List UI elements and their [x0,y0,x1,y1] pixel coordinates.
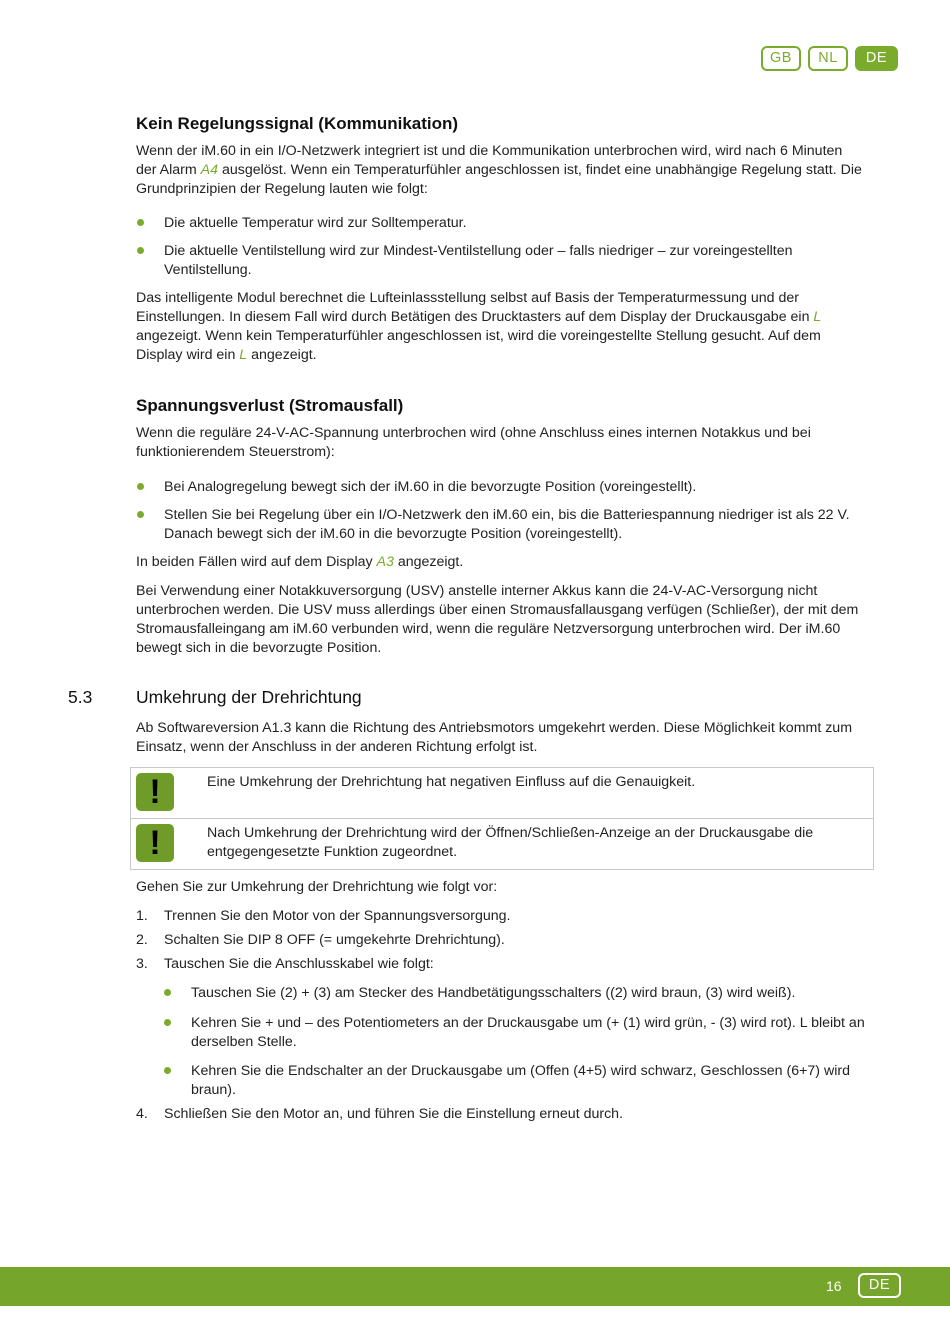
step-item: 3. Tauschen Sie die Anschlusskabel wie folgt: [136,956,434,972]
bullet-icon [164,989,171,996]
lang-tab-gb[interactable]: GB [761,46,801,71]
bullet-icon [137,511,144,518]
bullet-icon [137,483,144,490]
display-code-l: L [813,309,822,325]
paragraph-kein-intro: Wenn der iM.60 in ein I/O-Netzwerk integriert ist und die Kommunikation unterbrochen wird, wird nach 6 Minuten der Alarm A4 ausgelöst. Wenn ein Temperaturfühler angeschlossen ist, findet eine unabhängige Regelung statt. Die Grundprinzipien der Regelung lauten wie folgt: [136,143,862,197]
heading-spannungsverlust: Spannungsverlust (Stromausfall) [136,396,404,415]
paragraph-steps-intro: Gehen Sie zur Umkehrung der Drehrichtung wie folgt vor: [136,879,498,895]
lang-tab-de[interactable]: DE [855,46,898,71]
notice-table [130,767,874,870]
paragraph-53-intro: Ab Softwareversion A1.3 kann die Richtung des Antriebsmotors umgekehrt werden. Diese Möglichkeit kommt zum Einsatz, wenn der Anschluss in der anderen Richtung erfolgt ist. [136,720,853,755]
bullet-icon [164,1067,171,1074]
list-item: Bei Analogregelung bewegt sich der iM.60 in die bevorzugte Position (voreingestellt). [136,478,866,497]
section-title: Umkehrung der Drehrichtung [136,687,362,707]
footer-lang-badge: DE [858,1273,901,1298]
warning-icon: ! [136,824,174,862]
notice-row [131,768,873,818]
footer-bar [0,1267,950,1306]
paragraph-spannung-usv: Bei Verwendung einer Notakkuversorgung (USV) anstelle interner Akkus kann die 24-V-AC-Versorgung nicht unterbrochen werden. Die USV muss allerdings über einen Stromausfallausgang verfügen (Schließer), der mit dem Stromausfalleingang am iM.60 verbunden wird, wenn die reguläre Netzversorgung unterbrochen wird. Der iM.60 bewegt sich in die bevorzugte Position. [136,583,859,656]
notice-row [131,818,873,869]
paragraph-kein-body: Das intelligente Modul berechnet die Lufteinlassstellung selbst auf Basis der Temperaturmessung und der Einstellungen. In diesem Fall wird durch Betätigen des Drucktasters auf dem Display der Druckausgabe ein L angezeigt. Wenn kein Temperaturfühler angeschlossen ist, wird die voreingestellte Stellung gesucht. Auf dem Display wird ein L angezeigt. [136,290,822,363]
section-number: 5.3 [68,687,93,707]
notice-text: Eine Umkehrung der Drehrichtung hat negativen Einfluss auf die Genauigkeit. [207,774,696,790]
list-item: Stellen Sie bei Regelung über ein I/O-Netzwerk den iM.60 ein, bis die Batteriespannung niedriger ist als 22 V. Danach bewegt sich der iM.60 in die bevorzugte Position (voreingestellt). [136,506,866,544]
notice-text: Nach Umkehrung der Drehrichtung wird der Öffnen/Schließen-Anzeige an der Druckausgabe die entgegengesetzte Funktion zugeordnet. [207,825,814,860]
step-item: 1. Trennen Sie den Motor von der Spannungsversorgung. [136,908,511,924]
paragraph-spannung-display: In beiden Fällen wird auf dem Display A3 angezeigt. [136,554,464,570]
warning-icon: ! [136,773,174,811]
bullet-icon [164,1019,171,1026]
paragraph-spannung-intro: Wenn die reguläre 24-V-AC-Spannung unterbrochen wird (ohne Anschluss eines internen Notakkus und bei funktionierendem Steuerstrom): [136,425,811,460]
bullet-icon [137,247,144,254]
display-code-a3: A3 [376,554,394,570]
heading-kein-regelungssignal: Kein Regelungssignal (Kommunikation) [136,114,459,133]
bullet-icon [137,219,144,226]
alarm-code-a4: A4 [200,162,219,178]
step-item: 2. Schalten Sie DIP 8 OFF (= umgekehrte Drehrichtung). [136,932,505,948]
list-item: Die aktuelle Ventilstellung wird zur Mindest-Ventilstellung oder – falls niedriger – zur voreingestellten Ventilstellung. [136,242,866,280]
list-item: Tauschen Sie (2) + (3) am Stecker des Handbetätigungsschalters ((2) wird braun, (3) wird weiß). [163,984,866,1003]
list-item: Die aktuelle Temperatur wird zur Solltemperatur. [136,214,866,233]
list-item: Kehren Sie + und – des Potentiometers an der Druckausgabe um (+ (1) wird grün, - (3) wird rot). L bleibt an derselben Stelle. [163,1014,866,1052]
page-number: 16 [826,1278,842,1294]
display-code-l: L [239,347,248,363]
lang-tab-nl[interactable]: NL [808,46,848,71]
language-tabs [761,46,898,71]
list-item: Kehren Sie die Endschalter an der Druckausgabe um (Offen (4+5) wird schwarz, Geschlossen (6+7) wird braun). [163,1062,866,1100]
step-item: 4. Schließen Sie den Motor an, und führen Sie die Einstellung erneut durch. [136,1106,624,1122]
